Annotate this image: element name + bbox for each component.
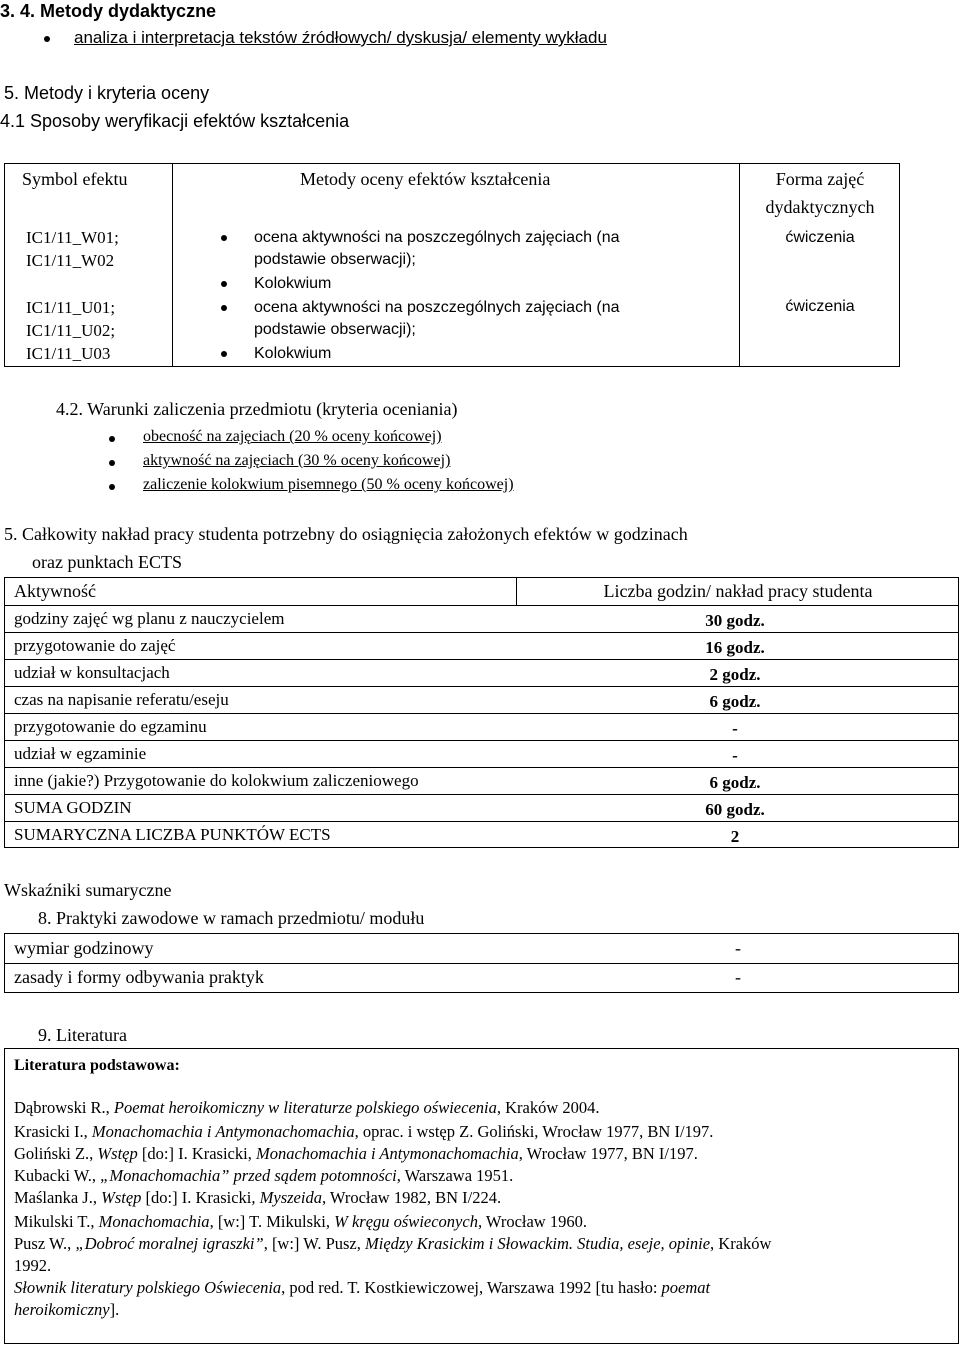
row2-symbol-2: IC1/11_U02; [26,321,116,340]
criteria-item-3: zaliczenie kolokwium pisemnego (50 % oceny końcowej) [143,476,514,493]
col-hours: Liczba godzin/ nakład pracy studenta [603,581,873,601]
row2-form: ćwiczenia [785,298,855,315]
col-activity: Aktywność [14,581,96,601]
ects-row-label-9: SUMARYCZNA LICZBA PUNKTÓW ECTS [14,825,331,844]
row1-form: ćwiczenia [785,229,855,246]
ref-2: Krasicki I., Monachomachia i Antymonachomachia, oprac. i wstęp Z. Goliński, Wrocław 1977, BN I/197. [14,1122,714,1141]
bullet-icon [221,235,227,241]
bullet-icon [109,460,115,466]
ects-row-value-6: - [732,746,738,765]
ects-row-label-7: inne (jakie?) Przygotowanie do kolokwium zaliczeniowego [14,771,419,790]
ects-row-value-2: 16 godz. [705,638,765,657]
literature-box-title: Literatura podstawowa: [14,1057,180,1074]
row2-symbol-1: IC1/11_U01; [26,298,116,317]
row1-method-1: ocena aktywności na poszczególnych zajęciach (na [254,229,620,246]
section-34-bullet: analiza i interpretacja tekstów źródłowych/ dyskusja/ elementy wykładu [74,28,607,47]
practice-label-1: wymiar godzinowy [14,938,154,958]
row2-method-2: podstawie obserwacji); [254,321,416,338]
section-5-heading: 5. Metody i kryteria oceny [4,83,210,103]
ref-8-cont: heroikomiczny]. [14,1300,120,1319]
ref-5: Maślanka J., Wstęp [do:] I. Krasicki, Myszeida, Wrocław 1982, BN I/224. [14,1188,502,1207]
ref-6: Mikulski T., Monachomachia, [w:] T. Mikulski, W kręgu oświeconych, Wrocław 1960. [14,1212,587,1231]
bullet-icon [109,484,115,490]
ects-row-label-8: SUMA GODZIN [14,798,132,817]
section-42-heading: 4.2. Warunki zaliczenia przedmiotu (kryteria oceniania) [56,399,458,419]
ects-row-value-9: 2 [730,827,740,846]
criteria-item-2: aktywność na zajęciach (30 % oceny końcowej) [143,452,451,469]
section-41-heading: 4.1 Sposoby weryfikacji efektów kształcenia [0,111,350,131]
ects-row-label-1: godziny zajęć wg planu z nauczycielem [14,609,285,628]
ref-7: Pusz W., „Dobroć moralnej igraszki”, [w:] W. Pusz, Między Krasickim i Słowackim. Studia, eseje, opinie, Kraków [14,1234,772,1253]
practice-value-2: - [735,967,741,987]
row1-symbol-2: IC1/11_W02 [26,251,115,270]
summary-heading: Wskaźniki sumaryczne [4,880,172,900]
ref-1: Dąbrowski R., Poemat heroikomiczny w literaturze polskiego oświecenia, Kraków 2004. [14,1098,600,1117]
ects-row-label-2: przygotowanie do zajęć [14,636,176,655]
ects-row-label-4: czas na napisanie referatu/eseju [14,690,229,709]
ref-3: Goliński Z., Wstęp [do:] I. Krasicki, Monachomachia i Antymonachomachia, Wrocław 1977, BN I/197. [14,1144,698,1163]
row1-method-3: Kolokwium [254,275,332,292]
ects-row-label-6: udział w egzaminie [14,744,147,763]
header-methods: Metody oceny efektów kształcenia [300,169,551,189]
ects-row-value-5: - [732,719,738,738]
bullet-icon [44,36,50,42]
header-form-2: dydaktycznych [765,197,875,217]
bullet-icon [221,305,227,311]
practice-label-2: zasady i formy odbywania praktyk [14,967,264,987]
row2-method-1: ocena aktywności na poszczególnych zajęciach (na [254,299,620,316]
row1-symbol-1: IC1/11_W01; [26,228,119,247]
header-form-1: Forma zajęć [775,169,865,189]
bullet-icon [221,281,227,287]
ects-heading-1: 5. Całkowity nakład pracy studenta potrzebny do osiągnięcia założonych efektów w godzinach [4,524,688,544]
row1-method-2: podstawie obserwacji); [254,251,416,268]
section-34-heading: 3. 4. Metody dydaktyczne [0,1,217,21]
row2-symbol-3: IC1/11_U03 [26,344,111,363]
ref-4: Kubacki W., „Monachomachia” przed sądem potomności, Warszawa 1951. [14,1166,514,1185]
ects-row-value-8: 60 godz. [705,800,765,819]
ects-row-label-5: przygotowanie do egzaminu [14,717,207,736]
ects-row-label-3: udział w konsultacjach [14,663,170,682]
bullet-icon [221,351,227,357]
row2-method-3: Kolokwium [254,345,332,362]
ects-row-value-1: 30 godz. [705,611,765,630]
practice-value-1: - [735,938,741,958]
ects-row-value-7: 6 godz. [709,773,761,792]
header-symbol: Symbol efektu [22,169,128,189]
ects-heading-2: oraz punktach ECTS [32,552,182,572]
bullet-icon [109,436,115,442]
section-9-heading: 9. Literatura [38,1025,127,1045]
section-8-heading: 8. Praktyki zawodowe w ramach przedmiotu/ modułu [38,908,425,928]
ects-row-value-4: 6 godz. [709,692,761,711]
criteria-item-1: obecność na zajęciach (20 % oceny końcowej) [143,428,442,445]
ref-8: Słownik literatury polskiego Oświecenia, pod red. T. Kostkiewiczowej, Warszawa 1992 [tu hasło: poemat [14,1278,711,1297]
ects-row-value-3: 2 godz. [709,665,761,684]
ref-7-cont: 1992. [14,1256,52,1275]
